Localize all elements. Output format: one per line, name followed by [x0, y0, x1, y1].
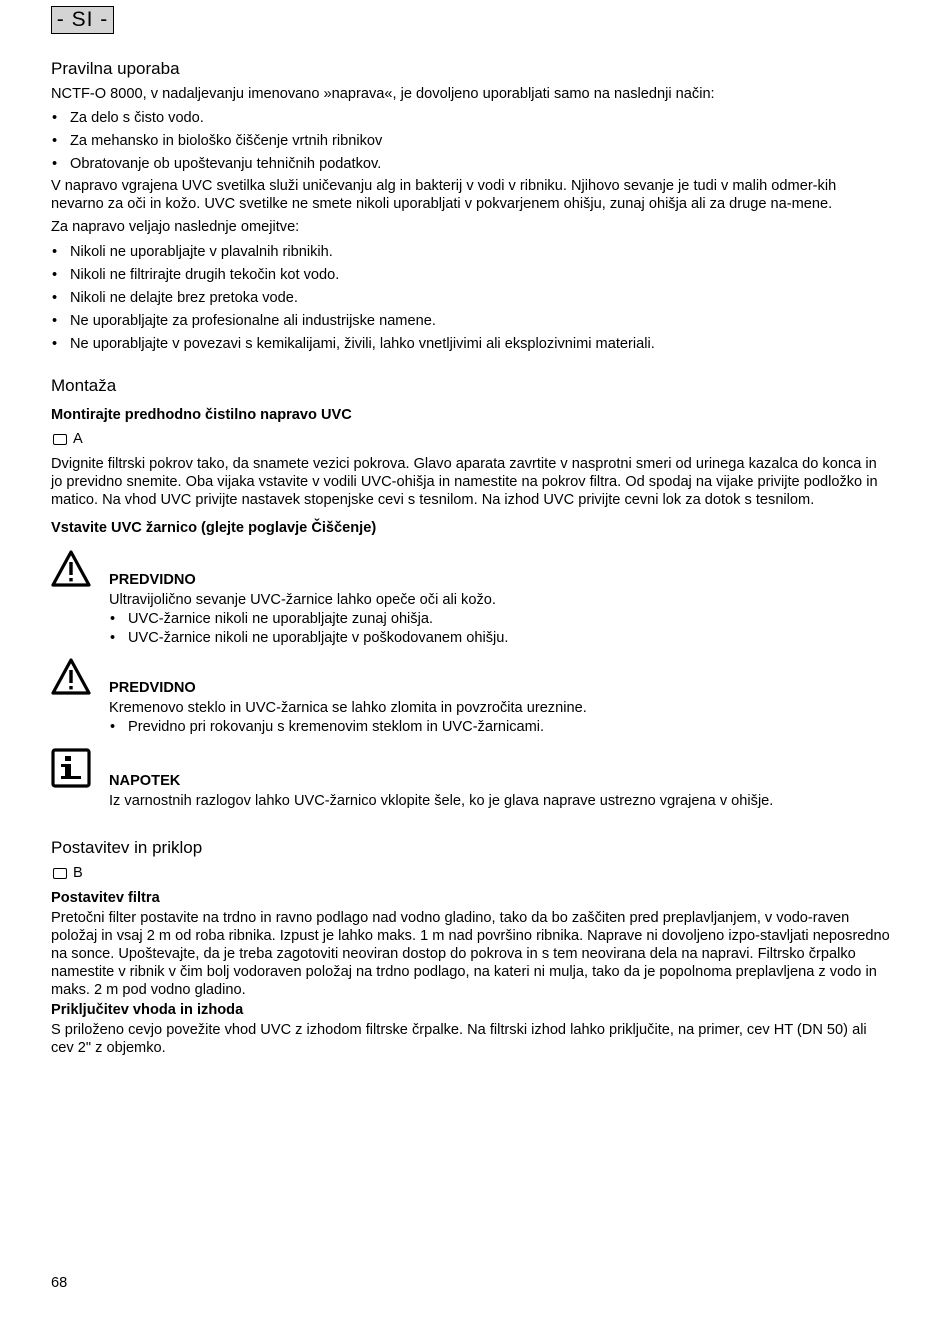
connection-paragraph: S priloženo cevjo povežite vhod UVC z izhodom filtrske črpalke. Na filtrski izhod lahko priključite, na primer, cev HT (DN 50) ali cev 2" z objemko.	[51, 1022, 867, 1056]
warning-triangle-icon	[51, 657, 91, 697]
intro-paragraph: NCTF-O 8000, v nadaljevanju imenovano »naprava«, je dovoljeno uporabljati samo na naslednji način:	[51, 86, 715, 102]
subsection-title-postavitev-filtra: Postavitev filtra	[51, 890, 160, 906]
info-icon	[51, 748, 91, 788]
mounting-paragraph: Dvignite filtrski pokrov tako, da snamete vezici pokrova. Glavo aparata zavrtite v nasprotni smeri od urinega kazalca do konca in jo previdno snemite. Oba vijaka vstavite v vodili UVC-ohišja in namestite na pokrov filtra. Od spodaj na vijake privijte podložko in matico. Na vhod UVC privijte nastavek stopenjske cevi s tesnilom. Na izhod UVC privijte cevni lok za dotok s tesnilom.	[51, 456, 878, 508]
notice-text: Iz varnostnih razlogov lahko UVC-žarnico vklopite šele, ko je glava naprave ustrezno vgrajena v ohišje.	[109, 793, 774, 809]
book-icon	[53, 868, 67, 879]
list-item: • Ne uporabljajte za profesionalne ali industrijske namene.	[51, 312, 891, 330]
notice-text: Ultravijolično sevanje UVC-žarnice lahko opeče oči ali kožo.	[109, 592, 496, 608]
caution-notice-1	[51, 549, 891, 647]
restrictions-list	[51, 243, 891, 353]
info-notice	[51, 748, 891, 810]
notice-title: NAPOTEK	[109, 773, 181, 789]
notice-title: PREDVIDNO	[109, 680, 196, 696]
section-title-postavitev: Postavitev in priklop	[51, 838, 203, 857]
notice-bullets	[109, 718, 891, 736]
notice-bullets	[109, 610, 891, 647]
section-title-pravilna-uporaba: Pravilna uporaba	[51, 59, 180, 78]
caution-notice-2	[51, 657, 891, 736]
section-title-montaza: Montaža	[51, 376, 117, 395]
list-item: • Previdno pri rokovanju s kremenovim steklom in UVC-žarnicami.	[109, 718, 891, 736]
list-item: • Nikoli ne delajte brez pretoka vode.	[51, 289, 891, 307]
list-item: • Nikoli ne filtrirajte drugih tekočin kot vodo.	[51, 266, 891, 284]
list-item: • Nikoli ne uporabljajte v plavalnih ribnikih.	[51, 243, 891, 261]
subsection-title-prikljucitev: Priključitev vhoda in izhoda	[51, 1002, 244, 1018]
placement-paragraph: Pretočni filter postavite na trdno in ravno podlago nad vodno gladino, tako da bo zaščiten pred preplavljanjem, v vodo-raven položaj in vsaj 2 m od roba ribnika. Izpust je lahko maks. 1 m nad površino ribnika. Napravе ni dovoljeno izpo-stavljati neposredno na sonce. Upoštevajte, da je treba zagotoviti neoviran dostop do pokrova in s tem neovirana dela na napravi. Filtrsko črpalko namestite v ribnik v čim bolj vodoraven položaj na trdno podlago, na kateri ni mulja, tako da je popolnoma preplavljena z vodo in maks. 2 m pod vodno gladino.	[51, 910, 890, 998]
figure-reference-b	[51, 864, 891, 882]
figure-reference-a	[51, 430, 891, 448]
list-item: • UVC-žarnice nikoli ne uporabljajte zunaj ohišja.	[109, 610, 891, 628]
uvc-description-paragraph: V napravo vgrajena UVC svetilka služi uničevanju alg in bakterij v vodi v ribniku. Njihovo sevanje je tudi v malih odmer-kih nevarno za oči in kožo. UVC svetilke ne smete nikoli uporabljati v pokvarjenem ohišju, zunaj ohišja ali za druge na-mene.	[51, 178, 837, 212]
warning-triangle-icon	[51, 549, 91, 589]
list-item: • Za mehansko in biološko čiščenje vrtnih ribnikov	[51, 132, 891, 150]
uses-list	[51, 109, 891, 173]
subsection-title-uvc-zarnica: Vstavite UVC žarnico (glejte poglavje Čiščenje)	[51, 520, 377, 536]
notice-text: Kremenovo steklo in UVC-žarnica se lahko zlomita in povzročita ureznine.	[109, 700, 587, 716]
language-tag: - SI -	[51, 6, 114, 34]
list-item: • Za delo s čisto vodo.	[51, 109, 891, 127]
figure-label: B	[73, 865, 83, 881]
page-content	[51, 55, 891, 1057]
list-item: • UVC-žarnice nikoli ne uporabljajte v poškodovanem ohišju.	[109, 629, 891, 647]
figure-label: A	[73, 431, 83, 447]
book-icon	[53, 434, 67, 445]
page-number: 68	[51, 1275, 68, 1291]
restrictions-intro: Za napravo veljajo naslednje omejitve:	[51, 219, 300, 235]
list-item: • Ne uporabljajte v povezavi s kemikalijami, živili, lahko vnetljivimi ali eksplozivnimi materiali.	[51, 335, 891, 353]
list-item: • Obratovanje ob upoštevanju tehničnih podatkov.	[51, 155, 891, 173]
subsection-title-predhodna-naprava: Montirajte predhodno čistilno napravo UVC	[51, 407, 352, 423]
notice-title: PREDVIDNO	[109, 572, 196, 588]
